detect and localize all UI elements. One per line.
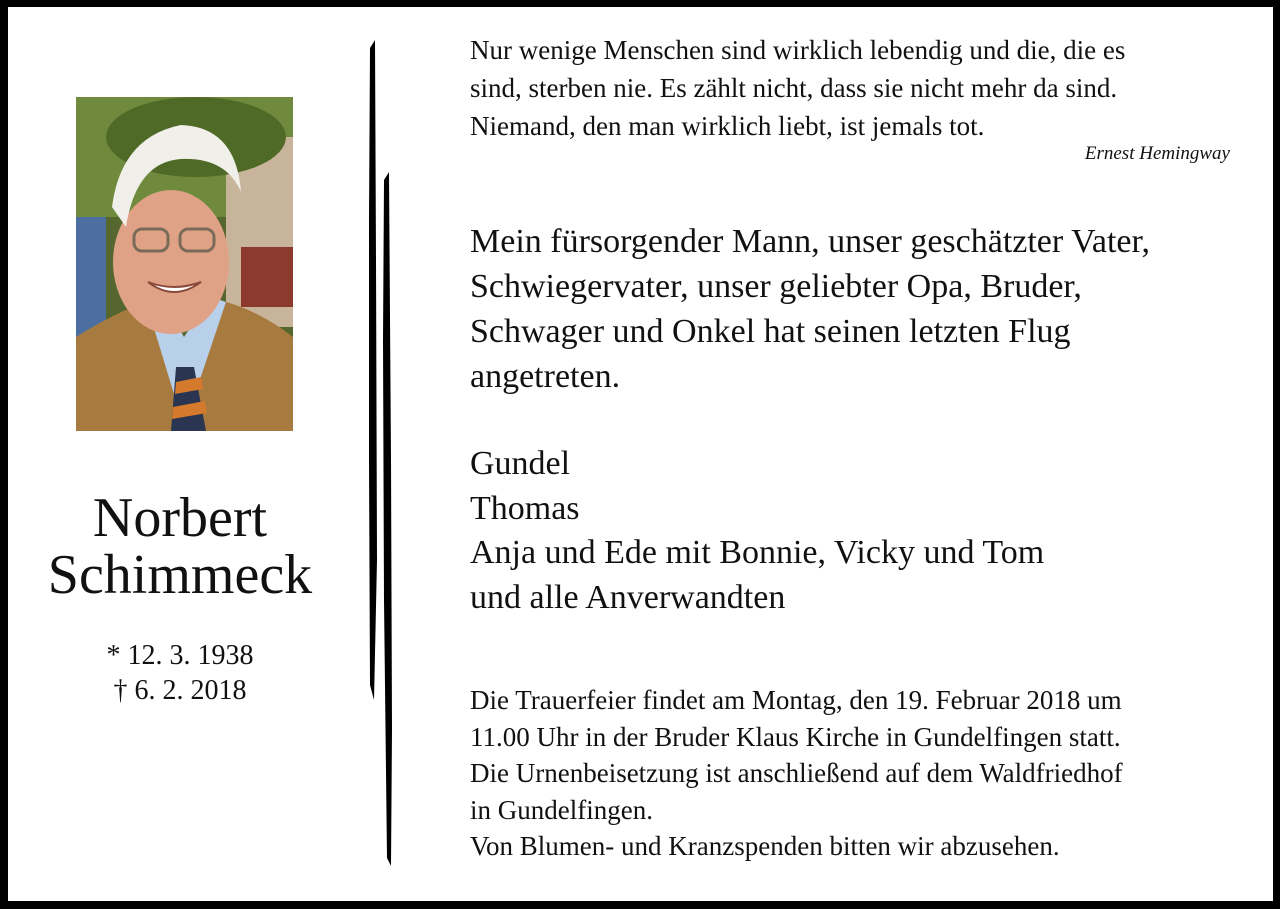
mourner-name: Thomas (470, 489, 580, 527)
birth-date: * 12. 3. 1938 (106, 640, 254, 671)
brush-stroke-left (369, 40, 377, 700)
service-line: in Gundelfingen. (470, 794, 653, 825)
first-name: Norbert (92, 487, 268, 549)
message-line: Mein fürsorgender Mann, unser geschätzter Vater, (470, 223, 1150, 260)
brush-stroke-right (383, 172, 392, 866)
obituary-message (470, 219, 1150, 399)
service-line: Die Trauerfeier findet am Montag, den 19. Februar 2018 um (470, 685, 1122, 715)
hemingway-quote (470, 31, 1260, 145)
last-name: Schimmeck (47, 544, 313, 606)
portrait-illustration (76, 97, 293, 431)
life-dates (20, 638, 340, 708)
message-line: Schwiegervater, unser geliebter Opa, Bruder, (470, 268, 1082, 305)
quote-line: Nur wenige Menschen sind wirklich lebendig und die, die es (470, 35, 1126, 65)
death-date: † 6. 2. 2018 (113, 675, 247, 706)
mourner-name: und alle Anverwandten (470, 578, 786, 616)
brush-stroke-divider (360, 40, 400, 870)
portrait-photo (76, 97, 293, 431)
quote-line: sind, sterben nie. Es zählt nicht, dass sie nicht mehr da sind. (470, 73, 1118, 103)
service-line: Die Urnenbeisetzung ist anschließend auf dem Waldfriedhof (470, 758, 1123, 788)
quote-author: Ernest Hemingway (1084, 143, 1230, 164)
deceased-name (20, 487, 340, 606)
funeral-service-info (470, 682, 1123, 865)
service-line: Von Blumen- und Kranzspenden bitten wir abzusehen. (470, 831, 1060, 861)
quote-line: Niemand, den man wirklich liebt, ist jemals tot. (470, 111, 985, 141)
message-line: angetreten. (470, 358, 621, 395)
mourner-name: Anja und Ede mit Bonnie, Vicky und Tom (470, 534, 1045, 571)
message-line: Schwager und Onkel hat seinen letzten Flug (470, 313, 1071, 350)
mourners-list (470, 442, 1044, 620)
service-line: 11.00 Uhr in der Bruder Klaus Kirche in Gundelfingen statt. (470, 721, 1121, 752)
mourner-name: Gundel (470, 445, 571, 482)
